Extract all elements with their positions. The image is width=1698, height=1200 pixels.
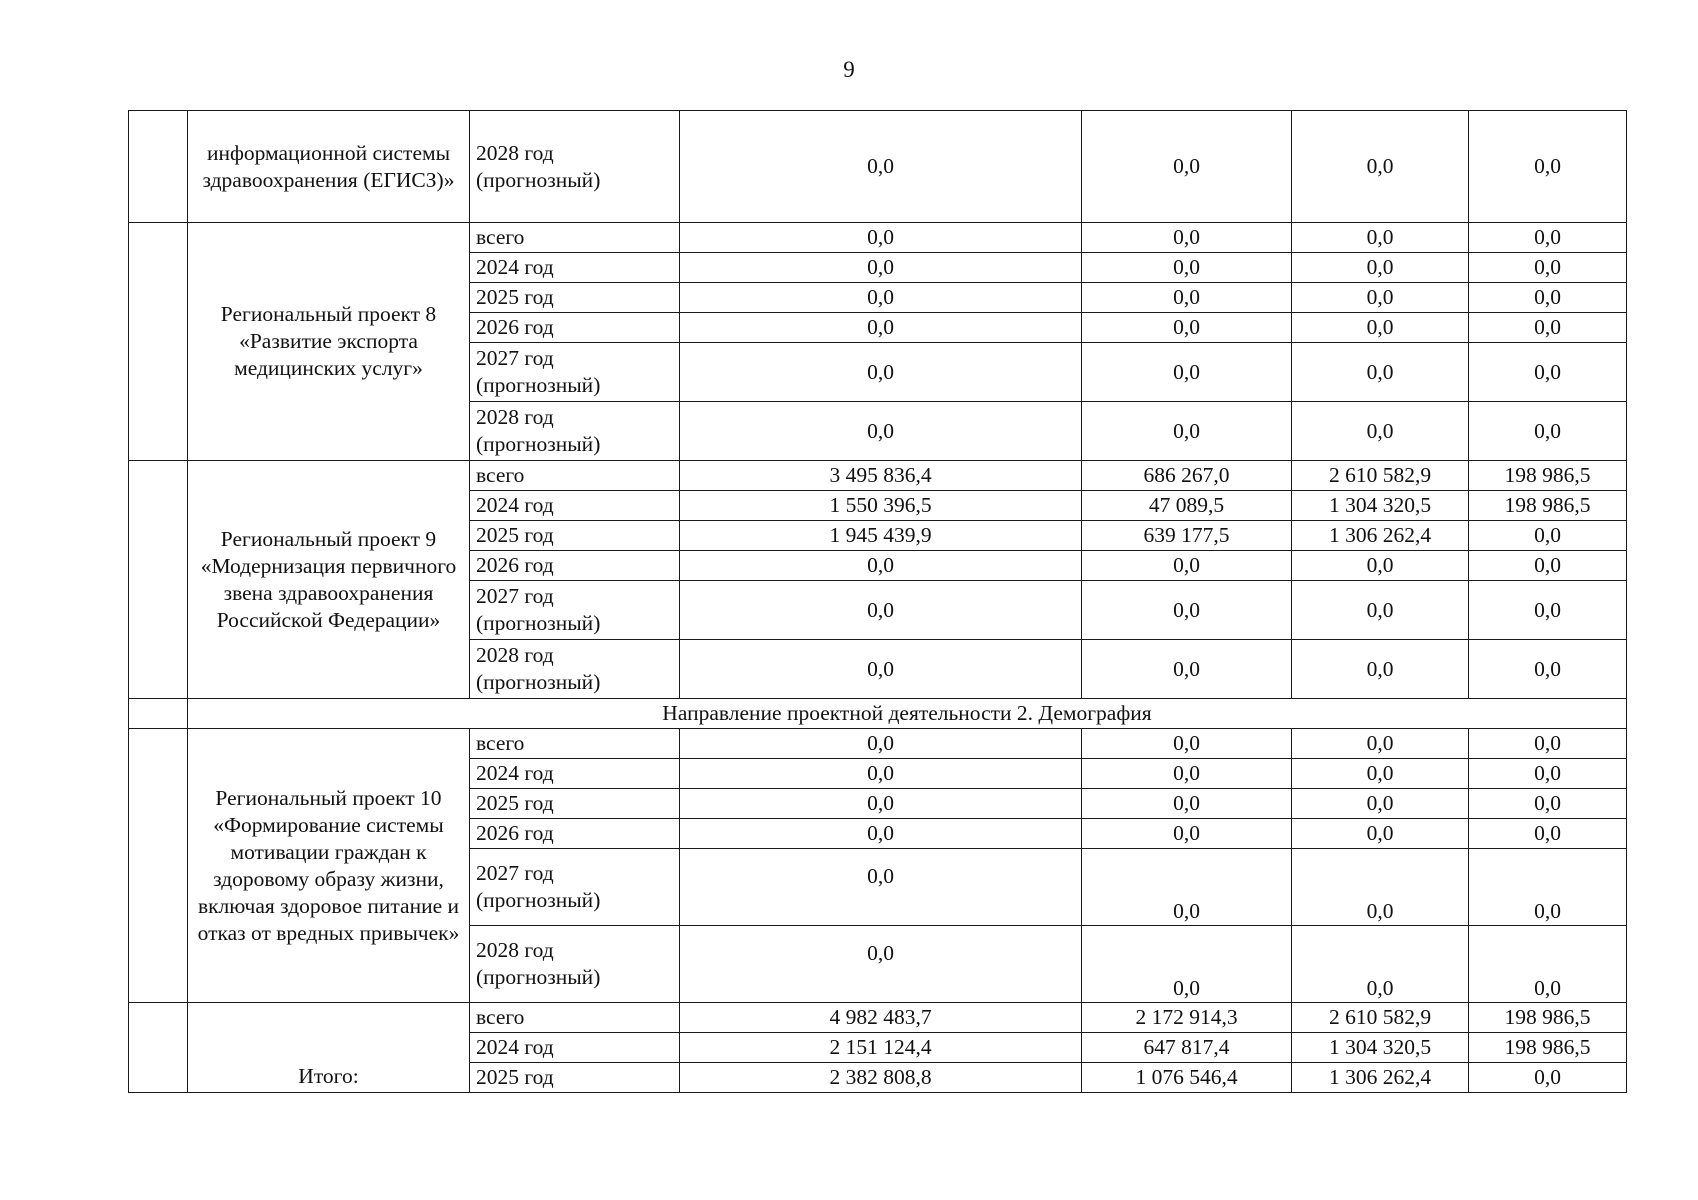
project-name-cell: Региональный проект 8 «Развитие экспорта медицинских услуг» [188,223,470,461]
municipal-value-cell: 0,0 [1469,521,1627,551]
year-cell: 2028 год (прогнозный) [470,926,680,1003]
federal-value-cell: 639 177,5 [1082,521,1292,551]
municipal-value-cell: 198 986,5 [1469,491,1627,521]
year-cell: 2026 год [470,313,680,343]
municipal-value-cell: 0,0 [1469,926,1627,1003]
total-value-cell: 0,0 [680,223,1082,253]
municipal-value-cell: 0,0 [1469,640,1627,699]
year-cell: 2026 год [470,819,680,849]
section-row [129,699,1627,729]
federal-value-cell: 0,0 [1082,759,1292,789]
regional-value-cell: 0,0 [1292,551,1469,581]
municipal-value-cell: 0,0 [1469,849,1627,926]
municipal-value-cell: 0,0 [1469,551,1627,581]
federal-value-cell: 0,0 [1082,402,1292,461]
number-cell [129,111,188,223]
regional-value-cell: 0,0 [1292,640,1469,699]
total-value-cell: 0,0 [680,313,1082,343]
federal-value-cell: 0,0 [1082,283,1292,313]
regional-value-cell: 1 304 320,5 [1292,1033,1469,1063]
year-cell: 2026 год [470,551,680,581]
year-cell: 2025 год [470,283,680,313]
municipal-value-cell: 0,0 [1469,729,1627,759]
federal-value-cell: 0,0 [1082,849,1292,926]
year-cell: 2024 год [470,1033,680,1063]
year-cell: всего [470,729,680,759]
year-cell: 2024 год [470,491,680,521]
regional-value-cell: 0,0 [1292,253,1469,283]
federal-value-cell: 0,0 [1082,789,1292,819]
regional-value-cell: 2 610 582,9 [1292,461,1469,491]
total-value-cell: 1 550 396,5 [680,491,1082,521]
year-cell: всего [470,223,680,253]
page-number: 9 [843,57,855,82]
regional-value-cell: 0,0 [1292,926,1469,1003]
year-cell: 2027 год (прогнозный) [470,581,680,640]
total-value-cell: 0,0 [680,759,1082,789]
total-value-cell: 1 945 439,9 [680,521,1082,551]
municipal-value-cell: 0,0 [1469,789,1627,819]
regional-value-cell: 2 610 582,9 [1292,1003,1469,1033]
year-cell: 2024 год [470,759,680,789]
number-cell [129,1003,188,1093]
municipal-value-cell: 0,0 [1469,402,1627,461]
regional-value-cell: 0,0 [1292,819,1469,849]
table-row [129,223,1627,253]
total-value-cell: 0,0 [680,849,1082,926]
total-value-cell: 0,0 [680,551,1082,581]
table-row [129,111,1627,223]
year-cell: 2028 год (прогнозный) [470,640,680,699]
number-cell [129,223,188,461]
federal-value-cell: 0,0 [1082,819,1292,849]
total-value-cell: 0,0 [680,111,1082,223]
municipal-value-cell: 0,0 [1469,313,1627,343]
federal-value-cell: 0,0 [1082,313,1292,343]
regional-value-cell: 1 304 320,5 [1292,491,1469,521]
year-cell: 2025 год [470,521,680,551]
year-cell: 2024 год [470,253,680,283]
regional-value-cell: 0,0 [1292,313,1469,343]
regional-value-cell: 0,0 [1292,789,1469,819]
table-row [129,1003,1627,1033]
municipal-value-cell: 0,0 [1469,759,1627,789]
federal-value-cell: 0,0 [1082,729,1292,759]
table-row [129,729,1627,759]
regional-value-cell: 0,0 [1292,759,1469,789]
number-cell [129,729,188,1003]
regional-value-cell: 1 306 262,4 [1292,1063,1469,1093]
total-value-cell: 3 495 836,4 [680,461,1082,491]
section-title: Направление проектной деятельности 2. Демография [188,699,1627,729]
municipal-value-cell: 198 986,5 [1469,1033,1627,1063]
regional-value-cell: 0,0 [1292,283,1469,313]
budget-table [128,110,1627,1093]
federal-value-cell: 0,0 [1082,223,1292,253]
total-value-cell: 0,0 [680,253,1082,283]
table-row [129,461,1627,491]
regional-value-cell: 0,0 [1292,581,1469,640]
federal-value-cell: 0,0 [1082,253,1292,283]
regional-value-cell: 0,0 [1292,402,1469,461]
municipal-value-cell: 0,0 [1469,343,1627,402]
year-cell: 2025 год [470,1063,680,1093]
year-cell: 2025 год [470,789,680,819]
project-name-cell: Региональный проект 9 «Модернизация первичного звена здравоохранения Российской Федерации» [188,461,470,699]
number-cell [129,699,188,729]
total-value-cell: 0,0 [680,402,1082,461]
number-cell [129,461,188,699]
federal-value-cell: 0,0 [1082,343,1292,402]
municipal-value-cell: 0,0 [1469,283,1627,313]
total-value-cell: 0,0 [680,640,1082,699]
year-cell: всего [470,1003,680,1033]
regional-value-cell: 0,0 [1292,111,1469,223]
regional-value-cell: 0,0 [1292,729,1469,759]
regional-value-cell: 0,0 [1292,343,1469,402]
total-value-cell: 4 982 483,7 [680,1003,1082,1033]
federal-value-cell: 0,0 [1082,111,1292,223]
federal-value-cell: 0,0 [1082,926,1292,1003]
year-cell: 2027 год (прогнозный) [470,343,680,402]
municipal-value-cell: 0,0 [1469,223,1627,253]
project-name-cell: Региональный проект 10 «Формирование системы мотивации граждан к здоровому образу жизни, включая здоровое питание и отказ от вредных привычек» [188,729,470,1003]
regional-value-cell: 0,0 [1292,223,1469,253]
project-name-cell: информационной системы здравоохранения (ЕГИСЗ)» [188,111,470,223]
municipal-value-cell: 0,0 [1469,1063,1627,1093]
total-value-cell: 0,0 [680,789,1082,819]
federal-value-cell: 0,0 [1082,581,1292,640]
year-cell: 2028 год (прогнозный) [470,402,680,461]
federal-value-cell: 1 076 546,4 [1082,1063,1292,1093]
federal-value-cell: 647 817,4 [1082,1033,1292,1063]
regional-value-cell: 0,0 [1292,849,1469,926]
total-value-cell: 2 382 808,8 [680,1063,1082,1093]
year-cell: 2027 год (прогнозный) [470,849,680,926]
total-value-cell: 0,0 [680,581,1082,640]
regional-value-cell: 1 306 262,4 [1292,521,1469,551]
municipal-value-cell: 198 986,5 [1469,461,1627,491]
total-value-cell: 0,0 [680,343,1082,402]
municipal-value-cell: 0,0 [1469,111,1627,223]
federal-value-cell: 0,0 [1082,551,1292,581]
total-value-cell: 0,0 [680,926,1082,1003]
federal-value-cell: 2 172 914,3 [1082,1003,1292,1033]
federal-value-cell: 0,0 [1082,640,1292,699]
total-value-cell: 0,0 [680,283,1082,313]
municipal-value-cell: 198 986,5 [1469,1003,1627,1033]
total-label-cell: Итого: [188,1003,470,1093]
year-cell: всего [470,461,680,491]
federal-value-cell: 686 267,0 [1082,461,1292,491]
total-value-cell: 0,0 [680,819,1082,849]
total-value-cell: 2 151 124,4 [680,1033,1082,1063]
municipal-value-cell: 0,0 [1469,819,1627,849]
total-value-cell: 0,0 [680,729,1082,759]
federal-value-cell: 47 089,5 [1082,491,1292,521]
municipal-value-cell: 0,0 [1469,253,1627,283]
year-cell: 2028 год (прогнозный) [470,111,680,223]
municipal-value-cell: 0,0 [1469,581,1627,640]
